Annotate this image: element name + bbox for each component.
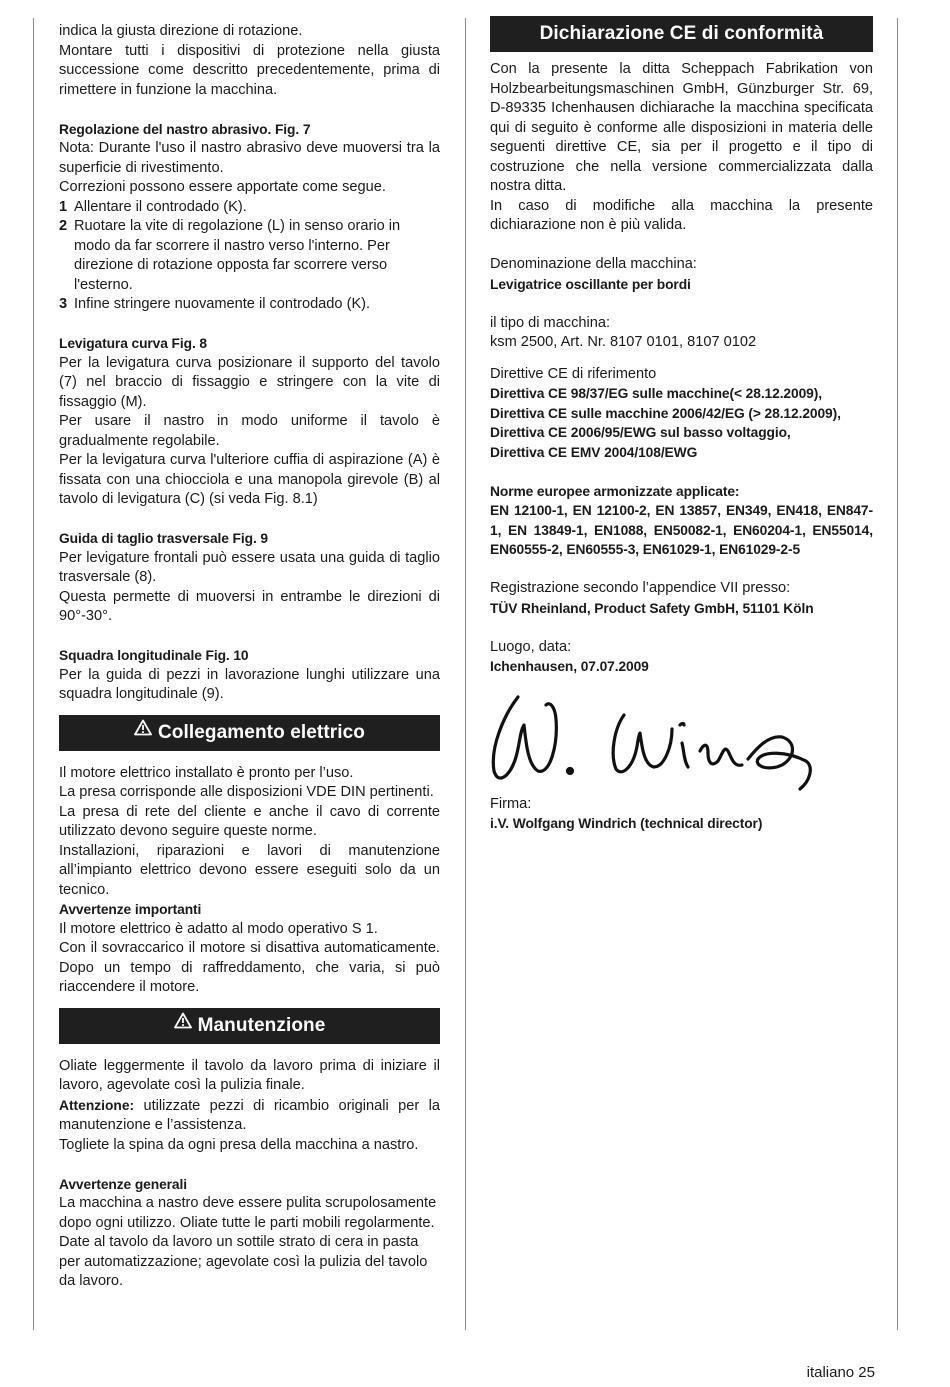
step-text: Allentare il controdado (K). bbox=[74, 198, 247, 215]
type-label: il tipo di macchina: bbox=[490, 314, 611, 331]
curve-heading: Levigatura curva Fig. 8 bbox=[59, 336, 207, 351]
declaration-validity: In caso di modifiche alla macchina la presente dichiarazione non è più valida. bbox=[490, 197, 873, 233]
attention-paragraph bbox=[59, 1096, 440, 1136]
place-date-label: Luogo, data: bbox=[490, 638, 572, 655]
handwritten-signature bbox=[486, 685, 826, 795]
curve-paragraph: Per la levigatura curva posizionare il supporto del tavolo (7) nel braccio di fissaggio e stringere con la vite di fissaggio (M). bbox=[59, 354, 440, 410]
step-number: 1 bbox=[59, 198, 68, 215]
square-heading: Squadra longitudinale Fig. 10 bbox=[59, 648, 249, 663]
electric-paragraph: La presa corrisponde alle disposizioni VDE DIN pertinenti. bbox=[59, 784, 434, 800]
belt-step bbox=[59, 295, 440, 315]
machine-value: Levigatrice oscillante per bordi bbox=[490, 276, 691, 292]
belt-note: Nota: Durante l'uso il nastro abrasivo deve muoversi tra la superficie di rivestimento. bbox=[59, 140, 440, 176]
belt-step bbox=[59, 217, 440, 295]
maintenance-section-title: Manutenzione bbox=[197, 1014, 326, 1036]
attention-label: Attenzione: bbox=[59, 1097, 135, 1113]
curve-paragraph: Per la levigatura curva l'ulteriore cuffia di aspirazione (A) è fissata con una chiocciola e una manopola girevole (B) al tavolo di levigatura (C) (si veda Fig. 8.1) bbox=[59, 452, 440, 507]
declaration-title: Dichiarazione CE di conformità bbox=[539, 23, 824, 44]
electric-paragraph: Installazioni, riparazioni e lavori di manutenzione all’impianto elettrico devono essere eseguiti solo da un tecnico. bbox=[59, 842, 440, 898]
machine-label: Denominazione della macchina: bbox=[490, 256, 697, 272]
intro-paragraph: Montare tutti i dispositivi di protezione nella giusta successione come descritto precedentemente, prima di rimettere in funzione la macchina. bbox=[59, 42, 440, 98]
crosscut-paragraph: Per levigature frontali può essere usata una guida di taglio trasversale (8). bbox=[59, 549, 440, 585]
step-text: Ruotare la vite di regolazione (L) in senso orario in modo da far scorrere il nastro verso l'interno. Per direzione di rotazione opposta far scorrere verso l'esterno. bbox=[74, 218, 401, 293]
norms-heading: Norme europee armonizzate applicate: bbox=[490, 483, 740, 499]
registration-value: TÜV Rheinland, Product Safety GmbH, 51101 Köln bbox=[490, 600, 814, 616]
column-divider bbox=[465, 18, 466, 1330]
directive-item: Direttiva CE 98/37/EG sulle macchine(< 28.12.2009), bbox=[490, 386, 822, 401]
place-date-value: Ichenhausen, 07.07.2009 bbox=[490, 659, 649, 674]
directives-label: Direttive CE di riferimento bbox=[490, 365, 657, 382]
warning-icon bbox=[134, 713, 152, 749]
crosscut-paragraph: Questa permette di muoversi in entrambe le direzioni di 90°-30°. bbox=[59, 588, 440, 624]
type-value: ksm 2500, Art. Nr. 8107 0101, 8107 0102 bbox=[490, 334, 757, 350]
curve-paragraph: Per usare il nastro in modo uniforme il tavolo è gradualmente regolabile. bbox=[59, 413, 440, 449]
warning-paragraph: Con il sovraccarico il motore si disattiva automaticamente. Dopo un tempo di raffreddamento, che varia, si può riaccendere il motore. bbox=[59, 940, 440, 995]
warning-icon bbox=[174, 1006, 192, 1042]
directive-item: Direttiva CE sulle macchine 2006/42/EG (> 28.12.2009), bbox=[490, 405, 841, 421]
crosscut-heading: Guida di taglio trasversale Fig. 9 bbox=[59, 531, 268, 546]
registration-label: Registrazione secondo l’appendice VII presso: bbox=[490, 580, 791, 596]
right-column bbox=[490, 60, 873, 834]
directive-item: Direttiva CE EMV 2004/108/EWG bbox=[490, 444, 698, 460]
step-text: Infine stringere nuovamente il controdado (K). bbox=[74, 296, 371, 312]
belt-step bbox=[59, 198, 440, 218]
important-warnings-heading: Avvertenze importanti bbox=[59, 902, 202, 917]
maintenance-paragraph: Togliete la spina da ogni presa della macchina a nastro. bbox=[59, 1136, 419, 1153]
signature-label: Firma: bbox=[490, 795, 532, 812]
norms-list: EN 12100-1, EN 12100-2, EN 13857, EN349, EN418, EN847-1, EN 13849-1, EN1088, EN50082-1, EN60204-1, EN55014, EN60555-2, EN60555-3, EN61029-1, EN61029-2-5 bbox=[490, 503, 873, 557]
belt-corrections: Correzioni possono essere apportate come segue. bbox=[59, 179, 386, 195]
intro-line: indica la giusta direzione di rotazione. bbox=[59, 23, 303, 39]
signature-value: i.V. Wolfgang Windrich (technical director) bbox=[490, 816, 763, 831]
electric-paragraph: La presa di rete del cliente e anche il cavo di corrente utilizzato devono seguire queste norme. bbox=[59, 803, 440, 839]
attention-text: utilizzate pezzi di ricambio originali per la manutenzione e l’assistenza. bbox=[59, 1097, 440, 1133]
declaration-title-bar bbox=[490, 16, 873, 52]
maintenance-paragraph: Oliate leggermente il tavolo da lavoro prima di iniziare il lavoro, agevolate così la pulizia finale. bbox=[59, 1057, 440, 1093]
belt-heading: Regolazione del nastro abrasivo. Fig. 7 bbox=[59, 121, 311, 137]
warning-paragraph: Il motore elettrico è adatto al modo operativo S 1. bbox=[59, 920, 378, 937]
general-warnings-text: La macchina a nastro deve essere pulita scrupolosamente dopo ogni utilizzo. Oliate tutte le parti mobili regolarmente. Date al tavolo da lavoro un sottile strato di cera in pasta per automatizzazione; agevolate così la pulizia del tavolo da lavoro. bbox=[59, 1195, 437, 1289]
left-margin-rule bbox=[33, 18, 34, 1330]
left-column bbox=[59, 22, 440, 1292]
electric-paragraph: Il motore elettrico installato è pronto per l’uso. bbox=[59, 764, 354, 781]
declaration-intro: Con la presente la ditta Scheppach Fabrikation von Holzbearbeitungsmaschinen GmbH, Günzburger Str. 69, D-89335 Ichenhausen dichiarache la macchina specificata qui di seguito è conforme alle disposizioni in materia delle seguenti direttive CE, sia per il progetto e il tipo di costruzione che nella versione commercializzata dalla nostra ditta. bbox=[490, 61, 873, 194]
electric-section-bar bbox=[59, 715, 440, 751]
step-number: 2 bbox=[59, 218, 68, 234]
page-footer: italiano 25 bbox=[806, 1364, 875, 1381]
step-number: 3 bbox=[59, 296, 68, 312]
electric-section-title: Collegamento elettrico bbox=[157, 721, 366, 743]
directive-item: Direttiva CE 2006/95/EWG sul basso voltaggio, bbox=[490, 425, 791, 440]
square-paragraph: Per la guida di pezzi in lavorazione lunghi utilizzare una squadra longitudinale (9). bbox=[59, 666, 440, 702]
maintenance-section-bar bbox=[59, 1008, 440, 1044]
general-warnings-heading: Avvertenze generali bbox=[59, 1176, 187, 1192]
right-margin-rule bbox=[897, 18, 898, 1330]
